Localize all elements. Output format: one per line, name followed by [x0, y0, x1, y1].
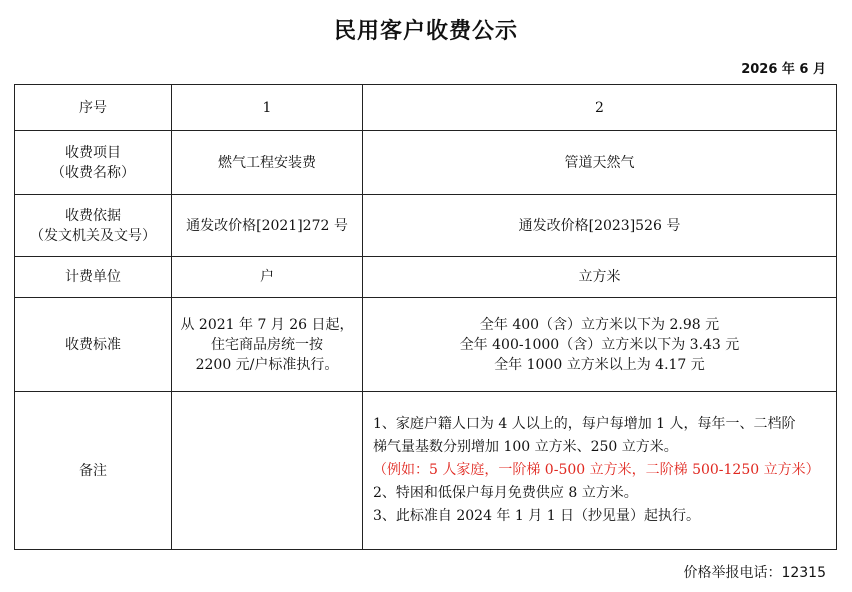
remarks-col1 — [172, 392, 363, 550]
remark-line: 1、家庭户籍人口为 4 人以上的，每户每增加 1 人，每年一、二档阶 — [373, 416, 796, 432]
report-hotline: 价格举报电话：12315 — [683, 565, 826, 581]
remarks-label: 备注 — [15, 392, 172, 550]
basis-col2: 通发改价格[2023]526 号 — [363, 195, 837, 257]
page-title: 民用客户收费公示 — [333, 19, 518, 44]
item-col2: 管道天然气 — [363, 131, 837, 195]
unit-label: 计费单位 — [15, 257, 172, 298]
table-row-basis — [15, 195, 837, 257]
standard-col2-line: 全年 1000 立方米以上为 4.17 元 — [494, 356, 705, 373]
remark-line: 3、此标准自 2024 年 1 月 1 日（抄见量）起执行。 — [373, 508, 701, 524]
table-row-item — [15, 131, 837, 195]
basis-label-line1: 收费依据 — [65, 207, 121, 224]
row-number-col1: 1 — [172, 85, 363, 131]
standard-col1-line: 住宅商品房统一按 — [211, 336, 323, 353]
remark-example-line: （例如：5 人家庭，一阶梯 0-500 立方米，二阶梯 500-1250 立方米） — [373, 462, 820, 478]
basis-label — [15, 195, 172, 257]
unit-col2: 立方米 — [363, 257, 837, 298]
standard-col1 — [172, 298, 363, 392]
standard-col2 — [363, 298, 837, 392]
standard-col1-line: 2200 元/户标准执行。 — [195, 356, 339, 373]
standard-label: 收费标准 — [15, 298, 172, 392]
table-row-number — [15, 85, 837, 131]
item-label — [15, 131, 172, 195]
table-row-standard — [15, 298, 837, 392]
table-row-unit — [15, 257, 837, 298]
unit-col1: 户 — [172, 257, 363, 298]
basis-col1: 通发改价格[2021]272 号 — [172, 195, 363, 257]
fee-table — [14, 84, 837, 550]
publish-date: 2026 年 6 月 — [741, 62, 826, 77]
standard-col1-line: 从 2021 年 7 月 26 日起， — [180, 316, 354, 333]
remarks-col2 — [363, 392, 837, 550]
row-number-label: 序号 — [15, 85, 172, 131]
standard-col2-line: 全年 400（含）立方米以下为 2.98 元 — [479, 316, 720, 333]
item-label-line2: （收费名称） — [51, 164, 135, 181]
row-number-col2: 2 — [363, 85, 837, 131]
item-label-line1: 收费项目 — [65, 144, 121, 161]
table-row-remarks — [15, 392, 837, 550]
basis-label-line2: （发文机关及文号） — [30, 227, 156, 244]
remark-line: 2、特困和低保户每月免费供应 8 立方米。 — [373, 485, 638, 501]
standard-col2-line: 全年 400-1000（含）立方米以下为 3.43 元 — [459, 336, 740, 353]
remark-line: 梯气量基数分别增加 100 立方米、250 立方米。 — [373, 439, 678, 455]
item-col1: 燃气工程安装费 — [172, 131, 363, 195]
